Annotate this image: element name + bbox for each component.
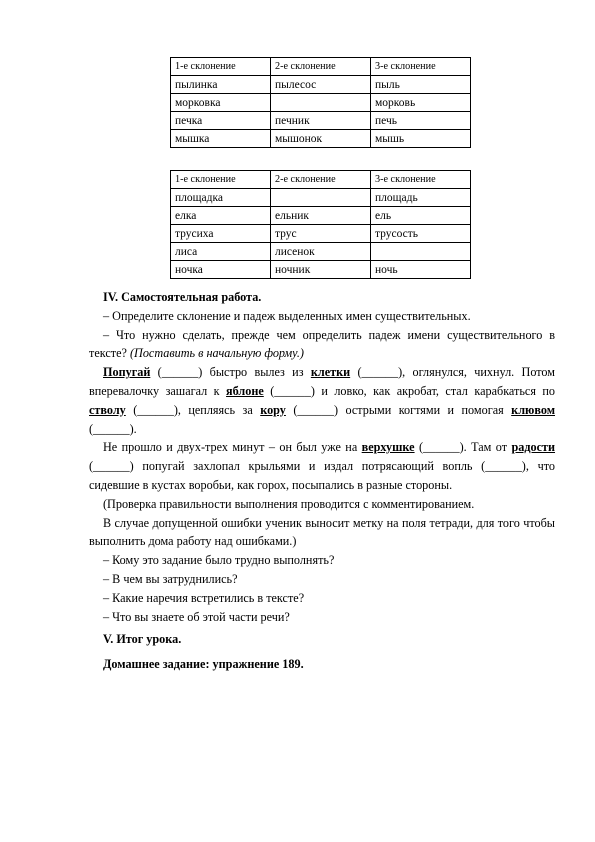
table-cell: морковь — [371, 94, 471, 112]
task-1: – Определите склонение и падеж выделенных имен существительных. — [103, 308, 471, 323]
table-cell: печка — [171, 112, 271, 130]
header-cell: 3-е склонение — [371, 58, 471, 76]
exercise-text: (______) острыми когтями и помогая — [285, 402, 512, 417]
highlighted-noun: клювом — [511, 402, 556, 417]
highlighted-noun: стволу — [89, 402, 126, 417]
table-cell: площадка — [171, 189, 271, 207]
section-4-heading: IV. Самостоятельная работа. — [103, 290, 262, 304]
note-1: (Проверка правильности выполнения проводится с комментированием. — [103, 496, 475, 511]
highlighted-noun: радости — [511, 440, 556, 455]
table-row — [171, 112, 471, 130]
question-item: – Что вы знаете об этой части речи? — [103, 609, 290, 624]
header-cell: 1-е склонение — [171, 171, 271, 189]
table-row — [171, 243, 471, 261]
table-cell: печник — [271, 112, 371, 130]
table-row — [171, 94, 471, 112]
table-row — [171, 189, 471, 207]
task-2-text: – Что нужно сделать, прежде чем определить падеж имени существительного в тексте? — [89, 327, 555, 361]
question-item: – Кому это задание было трудно выполнять? — [103, 553, 335, 568]
exercise-text: (______) быстро вылез из — [150, 365, 311, 380]
exercise-text: (______) и ловко, как акробат, стал карабкаться по — [263, 383, 555, 398]
table-cell: елка — [171, 207, 271, 225]
table-cell: мышонок — [271, 130, 371, 148]
table-cell — [271, 189, 371, 207]
table-cell: пылесос — [271, 76, 371, 94]
question-item: – В чем вы затруднились? — [103, 571, 238, 586]
highlighted-noun: верхушке — [361, 440, 415, 455]
table-header-row — [171, 58, 471, 76]
header-cell: 1-е склонение — [171, 58, 271, 76]
table-cell: ельник — [271, 207, 371, 225]
highlighted-noun: кору — [260, 402, 286, 417]
exercise-text: (______), оглянулся, чихнул. Потом вперевалочку зашагал к — [89, 365, 555, 398]
table-cell — [371, 243, 471, 261]
note-2: В случае допущенной ошибки ученик выносит метку на поля тетради, для того чтобы выполнить дома работу над ошибками.) — [89, 515, 555, 549]
highlighted-noun: клетки — [310, 365, 351, 380]
table-cell: печь — [371, 112, 471, 130]
exercise-text: Не прошло и двух-трех минут – он был уже на — [103, 440, 362, 455]
table-cell: ночь — [371, 261, 471, 279]
table-cell: трусость — [371, 225, 471, 243]
table-row — [171, 76, 471, 94]
header-cell: 2-е склонение — [271, 58, 371, 76]
exercise-text: (______), цепляясь за — [125, 402, 261, 417]
declension-table-2 — [170, 170, 471, 279]
table-cell: пыль — [371, 76, 471, 94]
table-row — [171, 225, 471, 243]
exercise-text: (______). Там от — [414, 440, 512, 455]
table-cell: мышь — [371, 130, 471, 148]
header-cell: 3-е склонение — [371, 171, 471, 189]
task-2-hint: (Поставить в начальную форму.) — [129, 346, 304, 361]
exercise-paragraph-1 — [89, 363, 555, 438]
table-cell: площадь — [371, 189, 471, 207]
table-cell: трусиха — [171, 225, 271, 243]
table-cell: ель — [371, 207, 471, 225]
table-cell: мышка — [171, 130, 271, 148]
question-item: – Какие наречия встретились в тексте? — [103, 590, 305, 605]
table-header-row — [171, 171, 471, 189]
highlighted-noun: яблоне — [226, 383, 264, 398]
table-cell: лиса — [171, 243, 271, 261]
table-cell: морковка — [171, 94, 271, 112]
table-row — [171, 261, 471, 279]
table-cell — [271, 94, 371, 112]
exercise-paragraph-2 — [89, 438, 555, 494]
exercise-text: (______). — [89, 421, 137, 436]
table-row — [171, 130, 471, 148]
exercise-text: (______) попугай захлопал крыльями и издал потрясающий вопль (______), что сидевшие в кустах воробьи, как горох, посыпались в разные стороны. — [89, 459, 555, 492]
table-row — [171, 207, 471, 225]
section-5-heading: V. Итог урока. — [103, 632, 182, 647]
table-cell: ночник — [271, 261, 371, 279]
highlighted-noun: Попугай — [103, 365, 151, 380]
table-cell: ночка — [171, 261, 271, 279]
task-2 — [89, 326, 555, 364]
declension-table-1 — [170, 57, 471, 148]
table-cell: трус — [271, 225, 371, 243]
lesson-text — [89, 288, 555, 674]
homework: Домашнее задание: упражнение 189. — [103, 657, 304, 672]
table-cell: пылинка — [171, 76, 271, 94]
table-cell: лисенок — [271, 243, 371, 261]
header-cell: 2-е склонение — [271, 171, 371, 189]
